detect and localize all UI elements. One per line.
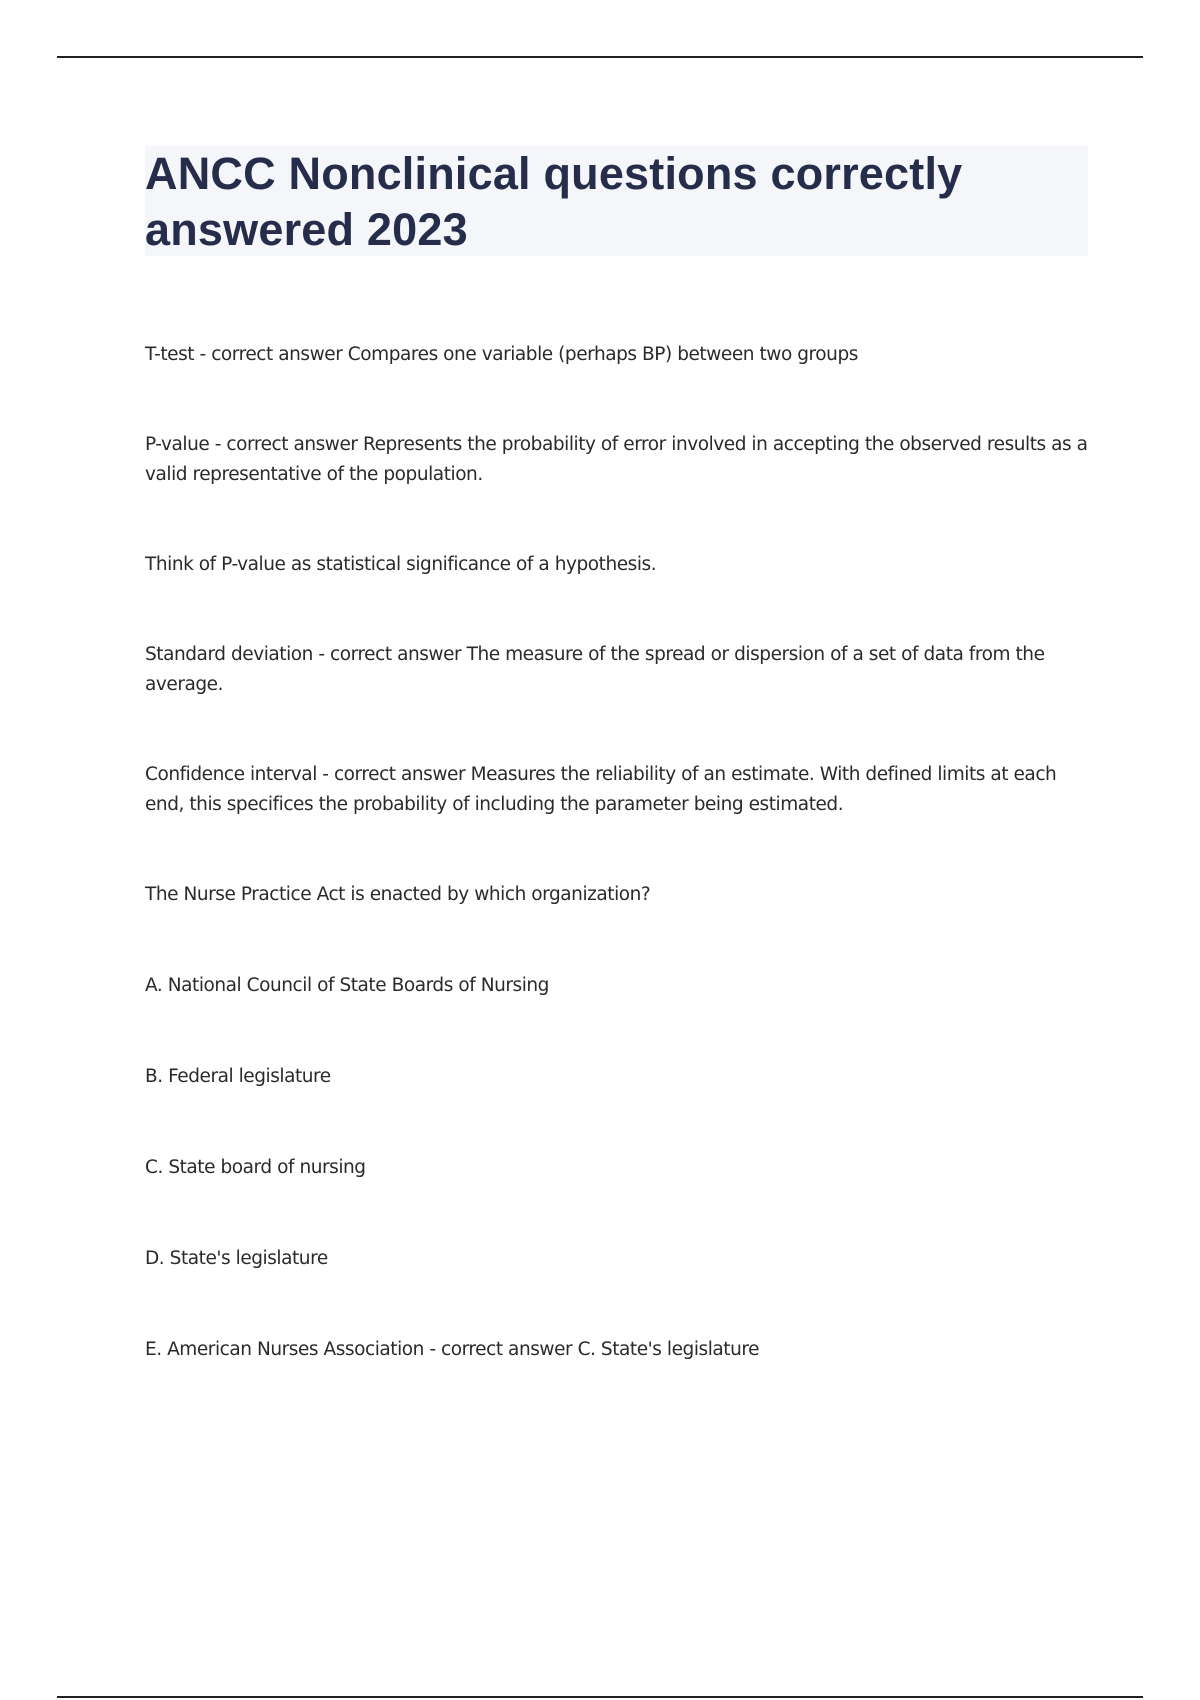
option-b: B. Federal legislature [145,1066,331,1087]
option-e-with-answer: E. American Nurses Association - correct answer C. State's legislature [145,1339,760,1360]
paragraph-t-test: T-test - correct answer Compares one variable (perhaps BP) between two groups [145,344,858,365]
paragraph-confidence-interval: Confidence interval - correct answer Measures the reliability of an estimate. With defined limits at each end, this specifices the probability of including the parameter being estimated. [145,764,1057,815]
paragraph-p-value-note: Think of P-value as statistical significance of a hypothesis. [145,554,657,575]
option-d: D. State's legislature [145,1248,328,1269]
question-nurse-practice-act: The Nurse Practice Act is enacted by which organization? [145,884,651,905]
option-a: A. National Council of State Boards of Nursing [145,975,549,996]
option-c: C. State board of nursing [145,1157,366,1178]
top-divider [57,56,1143,58]
bottom-divider [57,1696,1143,1698]
title-block [145,146,1088,256]
paragraph-p-value: P-value - correct answer Represents the probability of error involved in accepting the observed results as a valid representative of the population. [145,434,1088,485]
paragraph-standard-deviation: Standard deviation - correct answer The measure of the spread or dispersion of a set of data from the average. [145,644,1045,695]
document-title: ANCC Nonclinical questions correctly answered 2023 [145,148,963,255]
